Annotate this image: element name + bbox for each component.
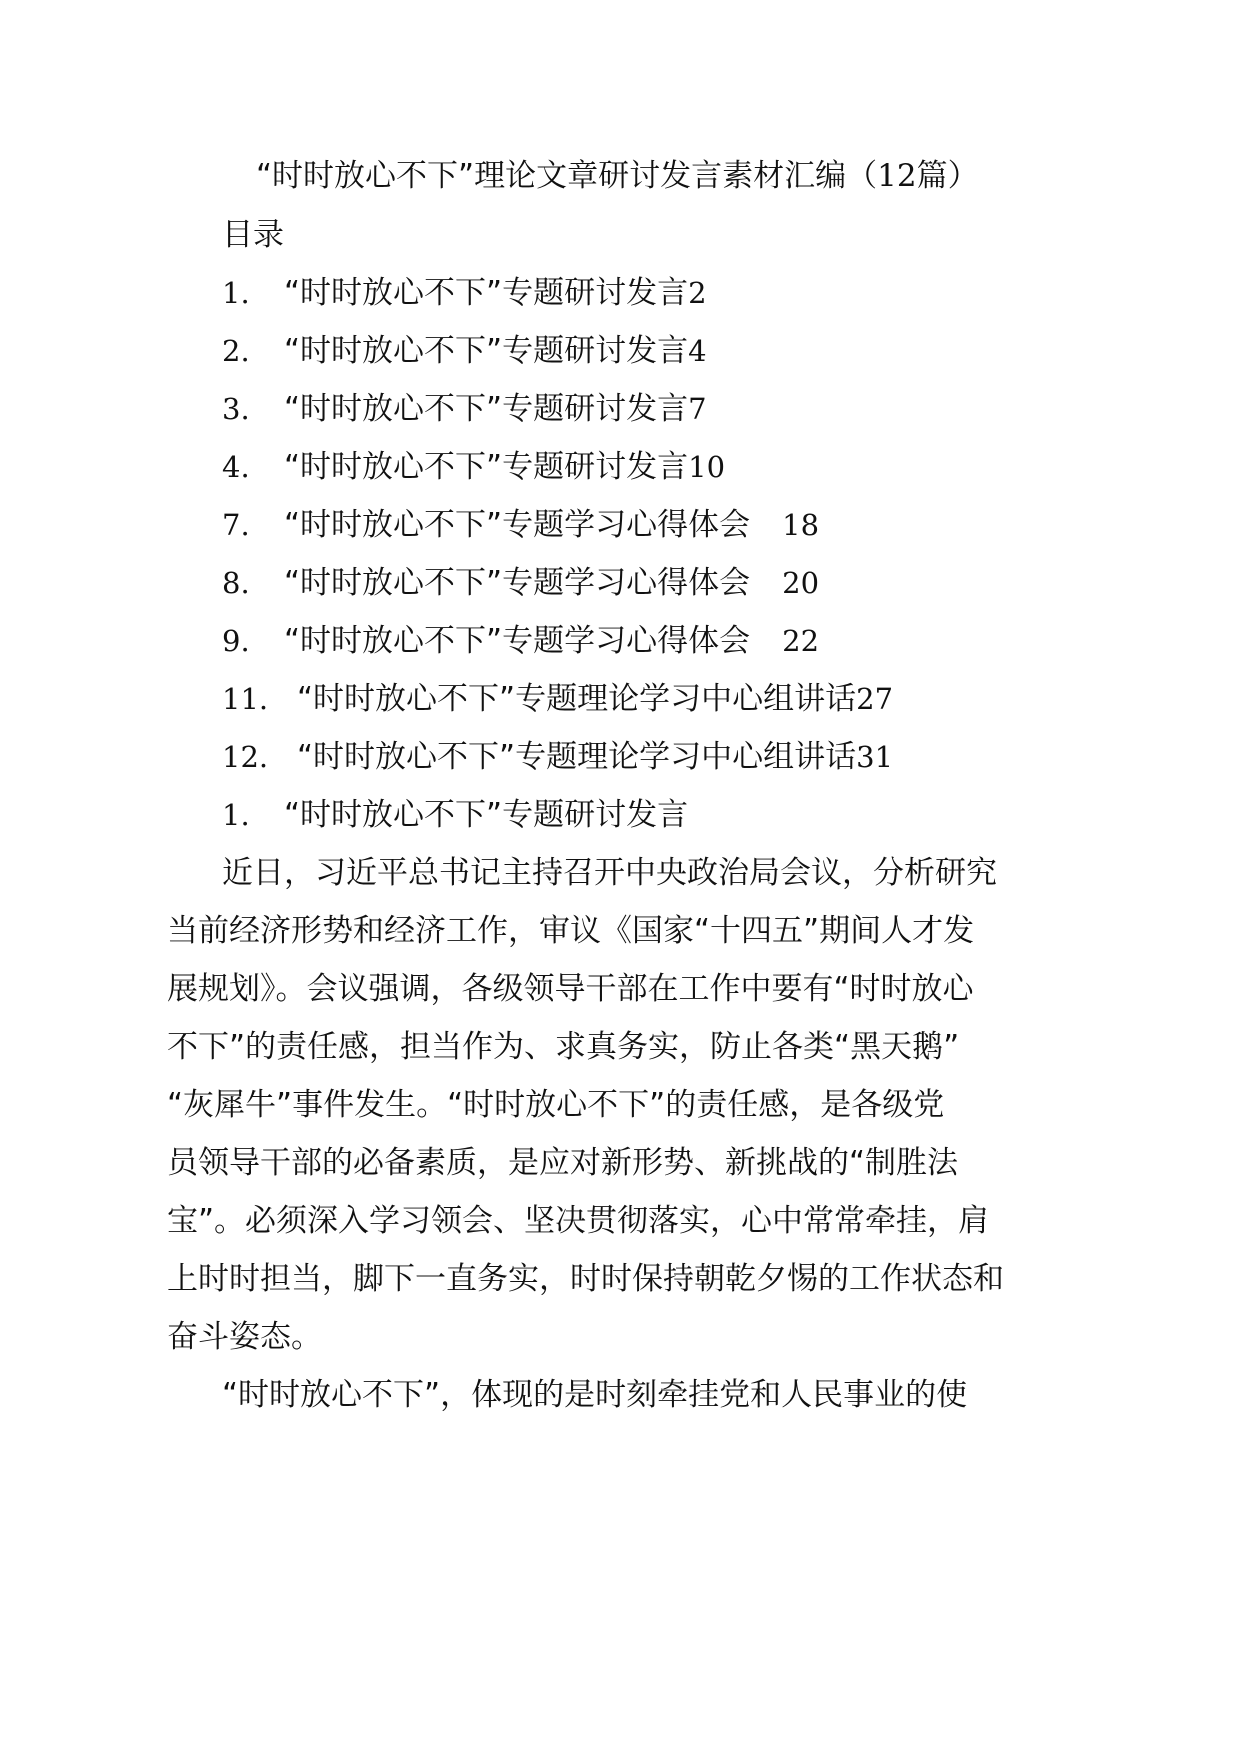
body-line: 上时时担当，脚下一直务实，时时保持朝乾夕惕的工作状态和 — [167, 1261, 1004, 1297]
body-line: 当前经济形势和经济工作，审议《国家“十四五”期间人才发 — [167, 913, 975, 949]
toc-item-title — [284, 331, 707, 371]
toc-item-title — [284, 621, 819, 661]
toc-item-title — [297, 737, 893, 777]
toc-item-page: 10 — [688, 450, 726, 484]
toc-item-page: 27 — [856, 682, 894, 716]
toc-item-title — [284, 505, 819, 545]
toc-item-label: “时时放心不下”专题研讨发言 — [284, 275, 689, 311]
toc-item-page: 18 — [782, 508, 820, 542]
toc-item-page: 20 — [782, 566, 820, 600]
title-suffix: 篇） — [916, 158, 979, 194]
toc-item-title — [284, 447, 725, 487]
title-count: 12 — [877, 158, 917, 194]
toc-item-number: 8. — [222, 566, 250, 600]
body-line: 展规划》。会议强调，各级领导干部在工作中要有“时时放心 — [167, 971, 974, 1007]
toc-item-page: 31 — [856, 740, 894, 774]
toc-item-label: “时时放心不下”专题理论学习中心组讲话 — [297, 681, 857, 717]
body-line: “时时放心不下”，体现的是时刻牵挂党和人民事业的使 — [222, 1377, 968, 1413]
toc-item-label: “时时放心不下”专题学习心得体会 — [284, 565, 751, 601]
title-prefix: “时时放心不下”理论文章研讨发言素材汇编（ — [256, 158, 878, 194]
toc-item-label: “时时放心不下”专题理论学习中心组讲话 — [297, 739, 857, 775]
toc-item-title — [284, 389, 707, 429]
toc-item-number: 7. — [222, 508, 250, 542]
toc-item-number: 9. — [222, 624, 250, 658]
toc-item-label: “时时放心不下”专题学习心得体会 — [284, 507, 751, 543]
toc-item-label: “时时放心不下”专题研讨发言 — [284, 449, 689, 485]
body-line: 宝”。必须深入学习领会、坚决贯彻落实，心中常常牵挂，肩 — [167, 1203, 990, 1239]
toc-item-title — [297, 679, 893, 719]
body-line: 员领导干部的必备素质，是应对新形势、新挑战的“制胜法 — [167, 1145, 959, 1181]
body-line: 近日，习近平总书记主持召开中央政治局会议，分析研究 — [222, 855, 997, 891]
toc-item-page: 4 — [688, 334, 707, 368]
toc-item-label: “时时放心不下”专题学习心得体会 — [284, 623, 751, 659]
toc-heading: 目录 — [222, 217, 284, 253]
toc-item-number: 12. — [222, 740, 269, 774]
toc-item-page: 22 — [782, 624, 820, 658]
section-heading-title: “时时放心不下”专题研讨发言 — [284, 797, 689, 833]
toc-item-number: 4. — [222, 450, 250, 484]
body-line: “灰犀牛”事件发生。“时时放心不下”的责任感，是各级党 — [167, 1087, 945, 1123]
toc-item-label: “时时放心不下”专题研讨发言 — [284, 333, 689, 369]
toc-item-title — [284, 273, 707, 313]
toc-item-number: 11. — [222, 682, 269, 716]
body-line: 不下”的责任感，担当作为、求真务实，防止各类“黑天鹅” — [167, 1029, 960, 1065]
body-line: 奋斗姿态。 — [167, 1319, 322, 1355]
toc-item-page: 7 — [688, 392, 707, 426]
toc-item-number: 3. — [222, 392, 250, 426]
toc-item-number: 1. — [222, 276, 250, 310]
toc-item-title — [284, 563, 819, 603]
toc-item-label: “时时放心不下”专题研讨发言 — [284, 391, 689, 427]
toc-item-page: 2 — [688, 276, 707, 310]
section-heading-number: 1. — [222, 798, 250, 832]
document-title — [256, 156, 979, 196]
toc-item-number: 2. — [222, 334, 250, 368]
